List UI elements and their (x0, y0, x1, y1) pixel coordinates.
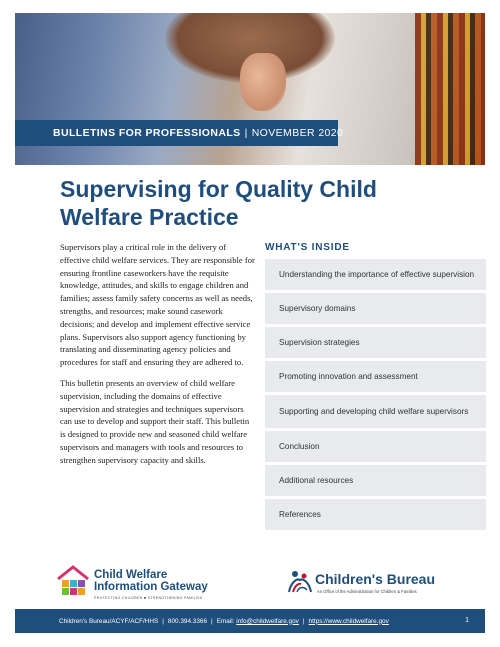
banner-series: BULLETINS FOR PROFESSIONALS (53, 127, 241, 139)
footer-website-link[interactable]: https://www.childwelfare.gov (308, 617, 389, 625)
house-icon (56, 565, 90, 599)
toc-item-supporting[interactable]: Supporting and developing child welfare supervisors (265, 395, 486, 428)
childrens-bureau-name: Children's Bureau (315, 571, 436, 587)
footer-email-link[interactable]: info@childwelfare.gov (236, 617, 299, 625)
footer-separator: | (162, 617, 164, 625)
footer-email-label: Email: (216, 617, 235, 625)
cwig-line-1: Child Welfare (94, 569, 168, 581)
cwig-wordmark (94, 569, 208, 593)
toc-item-domains[interactable]: Supervisory domains (265, 293, 486, 324)
childrens-bureau-mark-icon (287, 568, 313, 594)
page-number: 1 (465, 617, 469, 624)
intro-paragraph-1: Supervisors play a critical role in the delivery of effective child welfare services. They are responsible for ensuring frontline caseworkers have the requisite knowledge, attitudes, and skills to engage children and families; assess family safety concerns as well as needs, strengths, and resources; make sound casework decisions; and develop and implement effective service plans. Supervisors also support agency functioning by translating and disseminating agency policies and procedures for staff and ensuring they are adhered to. (60, 242, 255, 368)
child-welfare-gateway-logo[interactable] (56, 563, 246, 609)
banner-separator: | (244, 127, 248, 139)
whats-inside-heading: WHAT'S INSIDE (265, 242, 350, 253)
toc-item-innovation[interactable]: Promoting innovation and assessment (265, 361, 486, 392)
footer-org: Children's Bureau/ACYF/ACF/HHS (59, 617, 159, 625)
banner-date: NOVEMBER 2020 (251, 127, 344, 139)
intro-paragraph-2: This bulletin presents an overview of child welfare supervision, including the domains of effective supervision and strategies and techniques supervisors can use to develop and support their staff. This bulletin is designed to provide new and seasoned child welfare supervisors and managers with tools and resources to strengthen supervisory capacity and skills. (60, 377, 250, 465)
footer-phone: 800.394.3366 (167, 617, 208, 625)
whats-inside-list (265, 259, 486, 533)
intro-text (60, 241, 257, 475)
childrens-bureau-logo[interactable] (287, 568, 477, 608)
bulletin-banner (15, 120, 344, 146)
footer-separator: | (211, 617, 213, 625)
childrens-bureau-subtitle: An Office of the Administration for Children & Families (317, 589, 417, 594)
toc-item-conclusion[interactable]: Conclusion (265, 431, 486, 462)
plaid-fabric-shape (415, 13, 485, 165)
toc-item-references[interactable]: References (265, 499, 486, 530)
page-footer (15, 609, 485, 633)
toc-item-strategies[interactable]: Supervision strategies (265, 327, 486, 358)
child-hand-shape (240, 53, 286, 111)
footer-separator: | (302, 617, 305, 625)
page-title: Supervising for Quality Child Welfare Practice (60, 176, 377, 230)
cwig-line-2: Information Gateway (94, 581, 208, 593)
toc-item-additional-resources[interactable]: Additional resources (265, 465, 486, 496)
cwig-tagline: PROTECTING CHILDREN ■ STRENGTHENING FAMILIES (94, 596, 203, 600)
toc-item-importance[interactable]: Understanding the importance of effective supervision (265, 259, 486, 290)
